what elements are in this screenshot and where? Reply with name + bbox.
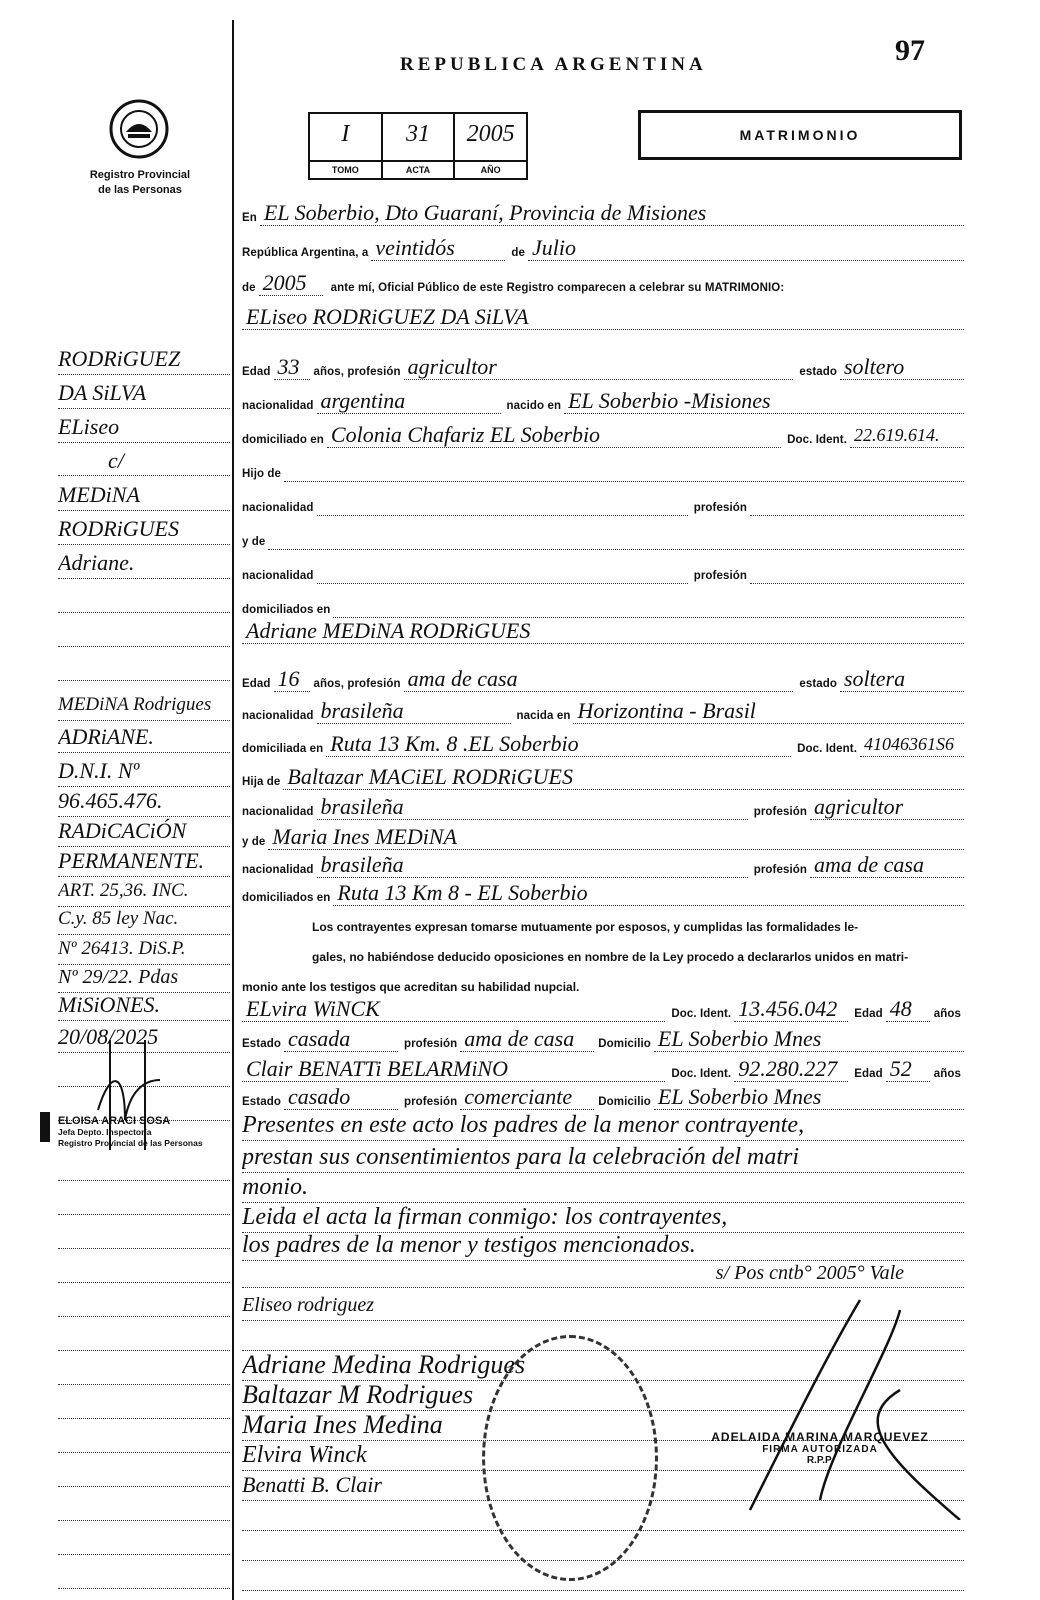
witness-2-row [242,1052,964,1082]
witness-name: ELvira WiNCK [242,997,665,1022]
acta-cell [383,114,456,178]
label: profesión [693,570,747,582]
margin-line: C.y. 85 ley Nac. [58,904,230,935]
signature-witness-2: Benatti B. Clair [242,1470,964,1501]
margin-line: D.N.I. Nº [58,756,230,787]
place-row [242,196,964,226]
label: años, profesión [313,678,401,690]
label: nacionalidad [242,502,314,514]
bride-father-nat-row [242,790,964,820]
label: nacionalidad [242,806,314,818]
declaration-line: monio ante los testigos que acreditan su habilidad nupcial. [242,980,580,994]
ano-cell [455,114,526,178]
label: nacida en [516,710,571,722]
note-line: los padres de la menor y testigos mencionados. [242,1230,964,1261]
date-row [242,231,964,261]
groom-address: Colonia Chafariz EL Soberbio [327,423,781,448]
witness-address: EL Soberbio Mnes [654,1027,964,1052]
acta-label: ACTA [383,160,454,178]
signature-mother: Maria Ines Medina [242,1410,964,1441]
margin-line [58,582,230,613]
bride-mother-nat-row [242,848,964,878]
place-value: EL Soberbio, Dto Guaraní, Provincia de Misiones [260,201,964,226]
value [750,583,964,584]
label: Doc. Ident. [797,743,857,755]
tomo-value: I [341,121,350,147]
act-type-box: MATRIMONIO [638,110,962,160]
margin-line: Nº 26413. DiS.P. [58,934,230,965]
margin-line [58,650,230,681]
registry-name [60,168,220,198]
bride-birthplace: Horizontina - Brasil [573,699,964,724]
margin-line: RODRiGUEZ [58,344,230,375]
label: Estado [242,1038,281,1050]
groom-profession: agricultor [404,355,794,380]
stamp-title: Jefa Depto. Inspectoría [58,1127,152,1137]
witness-2-details-row [242,1080,964,1110]
bride-mother-row [242,820,964,850]
groom-father [284,481,964,482]
label: profesión [693,502,747,514]
witness-doc: 92.280.227 [734,1057,848,1082]
groom-age-row [242,350,964,380]
bride-father: Baltazar MACiEL RODRiGUES [283,765,964,790]
label: profesión [403,1096,458,1108]
ano-label: AÑO [455,160,526,178]
groom-nationality: argentina [317,389,501,414]
note-line: Leida el acta la firman conmigo: los contrayentes, [242,1202,964,1233]
witness-age: 52 [886,1057,930,1082]
label: profesión [403,1038,458,1050]
year-value: 2005 [259,271,323,296]
signature-witness-1: Elvira Winck [242,1440,964,1471]
label: domiciliada en [242,743,324,755]
statement: ante mí, Oficial Público de este Registro comparecen a celebrar su MATRIMONIO: [330,282,785,294]
margin-line [58,1252,230,1283]
official-title: FIRMA AUTORIZADA [762,1444,878,1455]
witness-profession: ama de casa [460,1027,594,1052]
label: de [242,282,256,294]
witness-age: 48 [886,997,930,1022]
label: domiciliados en [242,892,331,904]
groom-mother-nat-row [242,554,964,584]
acta-value: 31 [406,121,430,147]
bride-age-row [242,662,964,692]
label: estado [799,678,837,690]
margin-line: Adriane. [58,548,230,579]
bride-name: Adriane MEDiNA RODRiGUES [242,619,964,644]
margin-line: Nº 29/22. Pdas [58,962,230,993]
margin-line [58,1320,230,1351]
declaration-line: gales, no habiéndose deducido oposiciones en nombre de la Ley procedo a declararlos unidos en matri- [312,950,909,964]
label: Doc. Ident. [671,1008,732,1020]
label: nacionalidad [242,400,314,412]
label: Estado [242,1096,281,1108]
margin-line [58,1558,230,1589]
registry-line: Registro Provincial [89,169,191,181]
value: brasileña [317,795,748,820]
label: estado [799,366,837,378]
margin-line [58,1422,230,1453]
bride-parents-address-row [242,876,964,906]
note-line: s/ Pos cntb° 2005° Vale [242,1258,964,1288]
margin-line: 96.465.476. [58,786,230,817]
margin-line [58,616,230,647]
registry-seal-icon [108,98,170,160]
label: y de [242,836,266,848]
declaration-line: Los contrayentes expresan tomarse mutuamente por esposos, y cumplidas las formalidades le- [312,920,859,934]
margin-stamp [58,1116,238,1149]
label: Edad [854,1008,883,1020]
groom-nationality-row [242,384,964,414]
margin-line: ELiseo [58,412,230,443]
witness-profession: comerciante [460,1085,594,1110]
groom-address-row [242,418,964,448]
day-value: veintidós [371,236,505,261]
stamp-name: ELOISA ARACI SOSA [58,1115,171,1127]
label: República Argentina, a [242,247,369,259]
label: Domicilio [598,1038,651,1050]
value: brasileña [317,853,748,878]
year-row [242,266,964,296]
bride-father-row [242,760,964,790]
margin-line [58,1286,230,1317]
witness-address: EL Soberbio Mnes [654,1085,964,1110]
tomo-cell [310,114,383,178]
margin-line [58,1184,230,1215]
registry-line: de las Personas [98,184,182,196]
bride-nationality-row [242,694,964,724]
witness-status: casado [284,1085,398,1110]
groom-father-nat-row [242,486,964,516]
official-org: R.P.P. [806,1455,834,1466]
label: nacionalidad [242,710,314,722]
country-title: REPUBLICA ARGENTINA [400,54,707,75]
margin-line: DA SiLVA [58,378,230,409]
label: Domicilio [598,1096,651,1108]
signature-father: Baltazar M Rodrigues [242,1380,964,1411]
label: Edad [242,366,271,378]
margin-line: RODRiGUES [58,514,230,545]
label: Edad [242,678,271,690]
groom-age: 33 [274,355,310,380]
bride-nationality: brasileña [317,699,511,724]
margin-divider [232,20,234,1600]
label: años [933,1068,961,1080]
margin-line: MEDiNA [58,480,230,511]
groom-status: soltero [840,355,964,380]
margin-line [58,1354,230,1385]
bride-profession: ama de casa [404,667,794,692]
margin-line [58,1490,230,1521]
label: domiciliado en [242,434,324,446]
label: Hija de [242,776,281,788]
groom-father-row [242,452,964,482]
label: Doc. Ident. [787,434,847,446]
label: En [242,212,257,224]
margin-line: PERMANENTE. [58,846,230,877]
margin-line [58,1388,230,1419]
witness-1-details-row [242,1022,964,1052]
value [317,583,688,584]
groom-birthplace: EL Soberbio -Misiones [564,389,964,414]
label: Hijo de [242,468,282,480]
act-reference-table [308,112,528,180]
value: Ruta 13 Km 8 - EL Soberbio [333,881,964,906]
stamp-mark-icon [40,1112,50,1142]
value: ama de casa [810,853,964,878]
bride-address-row [242,727,964,757]
bride-address: Ruta 13 Km. 8 .EL Soberbio [326,732,791,757]
note-line: prestan sus consentimientos para la celebración del matri [242,1142,964,1173]
groom-mother [268,549,964,550]
label: años [933,1008,961,1020]
label: años, profesión [313,366,401,378]
margin-line: RADiCACiÓN [58,816,230,847]
value [317,515,688,516]
groom-mother-row [242,520,964,550]
margin-line: ART. 25,36. INC. [58,876,230,907]
margin-line [58,1150,230,1181]
stamp-org: Registro Provincial de las Personas [58,1138,203,1148]
label: y de [242,536,266,548]
ano-value: 2005 [466,121,515,147]
margin-line [58,1524,230,1555]
margin-line: c/ [58,446,230,476]
note-line: Presentes en este acto los padres de la menor contrayente, [242,1110,964,1141]
label: nacionalidad [242,864,314,876]
label: Edad [854,1068,883,1080]
witness-name: Clair BENATTi BELARMiNO [242,1057,665,1082]
bride-status: soltera [840,667,964,692]
value [750,515,964,516]
margin-line [58,1218,230,1249]
official-signature-icon [730,1290,970,1520]
margin-line: ADRiANE. [58,722,230,753]
label: nacido en [506,400,562,412]
margin-line: MEDiNA Rodrigues [58,690,230,721]
groom-doc: 22.619.614. [850,423,964,448]
groom-name-row [242,300,964,330]
margin-line: MiSiONES. [58,990,230,1021]
declaration-text [242,912,964,1002]
margin-line: 20/08/2025 [58,1022,230,1053]
margin-line [58,1456,230,1487]
official-name: ADELAIDA MARINA MARQUEVEZ [711,1430,929,1444]
label: Doc. Ident. [671,1068,732,1080]
signature-groom: Eliseo rodriguez [242,1290,964,1321]
value: agricultor [810,795,964,820]
label: profesión [753,806,807,818]
label: de [511,247,526,259]
groom-name: ELiseo RODRiGUEZ DA SiLVA [242,305,964,330]
month-value: Julio [528,236,964,261]
signature-bride: Adriane Medina Rodrigues [242,1350,964,1381]
bride-name-row [242,614,964,644]
bride-mother: Maria Ines MEDiNA [268,825,964,850]
tomo-label: TOMO [310,160,381,178]
note-line: monio. [242,1172,964,1203]
bride-doc: 41046361S6 [860,732,964,757]
witness-status: casada [284,1027,398,1052]
label: profesión [753,864,807,876]
witness-doc: 13.456.042 [734,997,848,1022]
witness-1-row [242,992,964,1022]
official-seal-icon [482,1335,658,1581]
folio-number: 97 [895,34,925,67]
bride-age: 16 [274,667,310,692]
label: domiciliados en [242,604,331,616]
label: nacionalidad [242,570,314,582]
